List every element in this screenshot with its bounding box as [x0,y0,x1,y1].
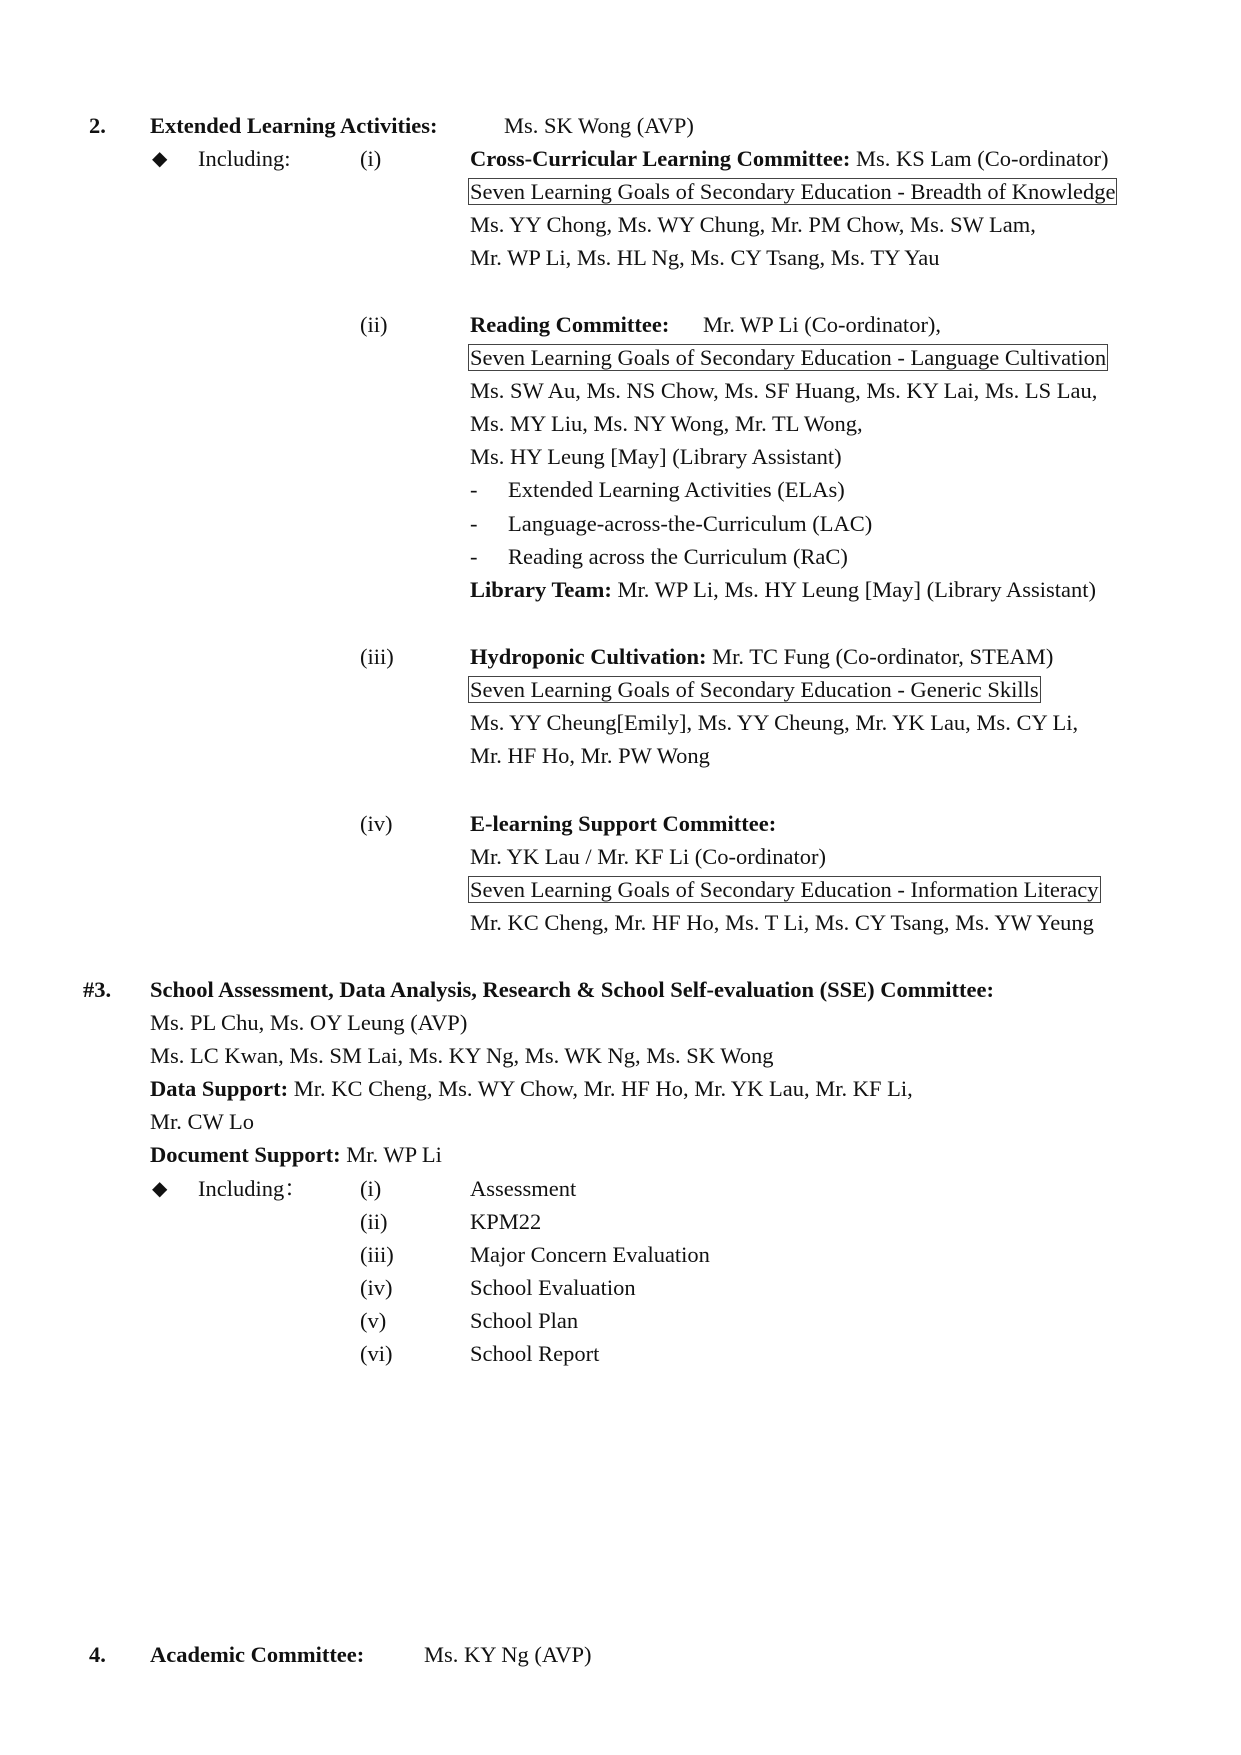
sub-item: Reading across the Curriculum (RaC) [508,544,848,569]
item-roman: (iii) [360,644,394,669]
data-support-members-cont: Mr. CW Lo [150,1109,254,1134]
committee-heading [470,643,1053,671]
data-support-label: Data Support: [150,1076,289,1101]
section-3-number: #3. [83,977,112,1002]
item-roman: (iii) [360,1242,394,1267]
including-label: Including: [198,146,291,171]
data-support-members: Mr. KC Cheng, Ms. WY Chow, Mr. HF Ho, Mr. YK Lau, Mr. KF Li, [293,1076,913,1101]
library-team-line [470,576,1096,604]
data-support-line [150,1075,913,1103]
learning-goal-box: Seven Learning Goals of Secondary Education - Language Cultivation [470,345,1107,370]
document-support-line [150,1141,442,1169]
section-2-number: 2. [89,113,106,138]
list-item: KPM22 [470,1209,542,1234]
learning-goal-box: Seven Learning Goals of Secondary Education - Information Literacy [470,877,1099,902]
member-line: Ms. YY Chong, Ms. WY Chung, Mr. PM Chow, Ms. SW Lam, [470,212,1036,237]
learning-goal-box: Seven Learning Goals of Secondary Education - Generic Skills [470,677,1039,702]
item-roman: (ii) [360,312,388,337]
item-roman: (i) [360,146,382,171]
committee-name: Hydroponic Cultivation: [470,644,707,669]
member-line: Mr. WP Li, Ms. HL Ng, Ms. CY Tsang, Ms. TY Yau [470,245,940,270]
section-4-lead: Ms. KY Ng (AVP) [424,1642,592,1667]
document-support-members: Mr. WP Li [346,1142,442,1167]
committee-name: E-learning Support Committee: [470,811,777,836]
committee-coordinator: Mr. WP Li (Co-ordinator), [702,312,942,337]
list-item: School Evaluation [470,1275,636,1300]
item-roman: (iv) [360,1275,393,1300]
item-roman: (iv) [360,811,393,836]
including-label: Including： [198,1176,307,1201]
item-roman: (i) [360,1176,382,1201]
committee-heading [470,145,1108,173]
bullet-diamond-icon: ◆ [152,148,168,170]
section-4-title: Academic Committee: [150,1642,365,1667]
library-team-members: Mr. WP Li, Ms. HY Leung [May] (Library Assistant) [617,577,1097,602]
member-line: Ms. HY Leung [May] (Library Assistant) [470,444,842,469]
member-line: Ms. MY Liu, Ms. NY Wong, Mr. TL Wong, [470,411,863,436]
committee-name: Reading Committee: [470,312,670,337]
dash-marker: - [470,544,478,569]
list-item: Major Concern Evaluation [470,1242,710,1267]
member-line: Ms. SW Au, Ms. NS Chow, Ms. SF Huang, Ms. KY Lai, Ms. LS Lau, [470,378,1098,403]
item-roman: (vi) [360,1341,393,1366]
sub-item: Extended Learning Activities (ELAs) [508,477,845,502]
item-roman: (ii) [360,1209,388,1234]
section-3-members: Ms. LC Kwan, Ms. SM Lai, Ms. KY Ng, Ms. WK Ng, Ms. SK Wong [150,1043,774,1068]
dash-marker: - [470,477,478,502]
section-4-number: 4. [89,1642,106,1667]
bullet-diamond-icon: ◆ [152,1178,168,1200]
section-2-title: Extended Learning Activities: [150,113,438,138]
library-team-label: Library Team: [470,577,612,602]
learning-goal-box: Seven Learning Goals of Secondary Education - Breadth of Knowledge [470,179,1116,204]
member-line: Mr. HF Ho, Mr. PW Wong [470,743,710,768]
list-item: Assessment [470,1176,577,1201]
committee-name: Cross-Curricular Learning Committee: [470,146,851,171]
item-roman: (v) [360,1308,387,1333]
committee-coordinator: Mr. TC Fung (Co-ordinator, STEAM) [712,644,1054,669]
section-3-title: School Assessment, Data Analysis, Research & School Self-evaluation (SSE) Committee: [150,977,994,1002]
committee-coordinator: Ms. KS Lam (Co-ordinator) [855,146,1109,171]
document-support-label: Document Support: [150,1142,341,1167]
member-line: Ms. YY Cheung[Emily], Ms. YY Cheung, Mr. YK Lau, Ms. CY Li, [470,710,1079,735]
member-line: Mr. KC Cheng, Mr. HF Ho, Ms. T Li, Ms. CY Tsang, Ms. YW Yeung [470,910,1094,935]
committee-coordinator: Mr. YK Lau / Mr. KF Li (Co-ordinator) [470,844,827,869]
section-2-lead: Ms. SK Wong (AVP) [504,113,694,138]
dash-marker: - [470,511,478,536]
section-3-leads: Ms. PL Chu, Ms. OY Leung (AVP) [150,1010,468,1035]
list-item: School Plan [470,1308,579,1333]
list-item: School Report [470,1341,600,1366]
committee-heading [470,311,941,339]
sub-item: Language-across-the-Curriculum (LAC) [508,511,873,536]
